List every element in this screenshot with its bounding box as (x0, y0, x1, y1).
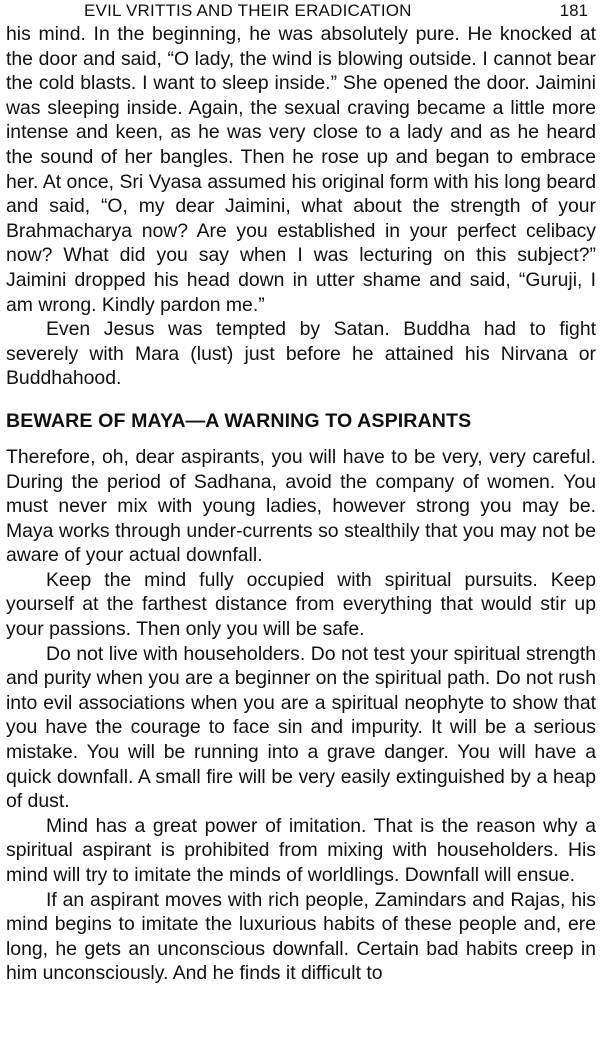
paragraph: Mind has a great power of imitation. That is the reason why a spiritual aspirant is prohibited from mixing with householders. His mind will try to imitate the minds of worldlings. Downfall will ensue. (6, 814, 596, 886)
running-header (0, 0, 600, 24)
paragraph: Even Jesus was tempted by Satan. Buddha had to fight severely with Mara (lust) just before he attained his Nirvana or Buddhahood. (6, 318, 596, 390)
section-heading: BEWARE OF MAYA—A WARNING TO ASPIRANTS (6, 409, 472, 432)
paragraph-continued: his mind. In the beginning, he was absolutely pure. He knocked at the door and said, “O lady, the wind is blowing outside. I cannot bear the cold blasts. I want to sleep inside.” She opened the door. Jaimini was sleeping inside. Again, the sexual craving became a little more intense and keen, as he was very close to a lady and as he heard the sound of her bangles. Then he rose up and began to embrace her. At once, Sri Vyasa assumed his original form with his long beard and said, “O, my dear Jaimini, what about the strength of your Brahmacharya now? Are you established in your perfect celibacy now? What did you say when I was lecturing on this subject?” Jaimini dropped his head down in utter shame and said, “Guruji, I am wrong. Kindly pardon me.” (6, 23, 596, 316)
paragraph: Keep the mind fully occupied with spiritual pursuits. Keep yourself at the farthest distance from everything that would stir up your passions. Then only you will be safe. (6, 568, 596, 641)
page-number: 181 (559, 1, 588, 20)
paragraph: Therefore, oh, dear aspirants, you will have to be very, very careful. During the period of Sadhana, avoid the company of women. You must never mix with young ladies, however strong you may be. Maya works through under-currents so stealthily that you may not be aware of your actual downfall. (6, 445, 596, 567)
running-title: EVIL VRITTIS AND THEIR ERADICATION (84, 1, 412, 20)
paragraph: Do not live with householders. Do not test your spiritual strength and purity when you are a beginner on the spiritual path. Do not rush into evil associations when you are a spiritual neophyte to show that you have the courage to face sin and impurity. It will be a serious mistake. You will be running into a grave danger. You will have a quick downfall. A small fire will be very easily extinguished by a heap of dust. (6, 642, 596, 813)
paragraph-truncated: If an aspirant moves with rich people, Zamindars and Rajas, his mind begins to imitate the luxurious habits of these people and, ere long, he gets an unconscious downfall. Certain bad habits creep in him unconsciously. And he finds it difficult to (6, 888, 596, 985)
body-text (6, 22, 596, 986)
